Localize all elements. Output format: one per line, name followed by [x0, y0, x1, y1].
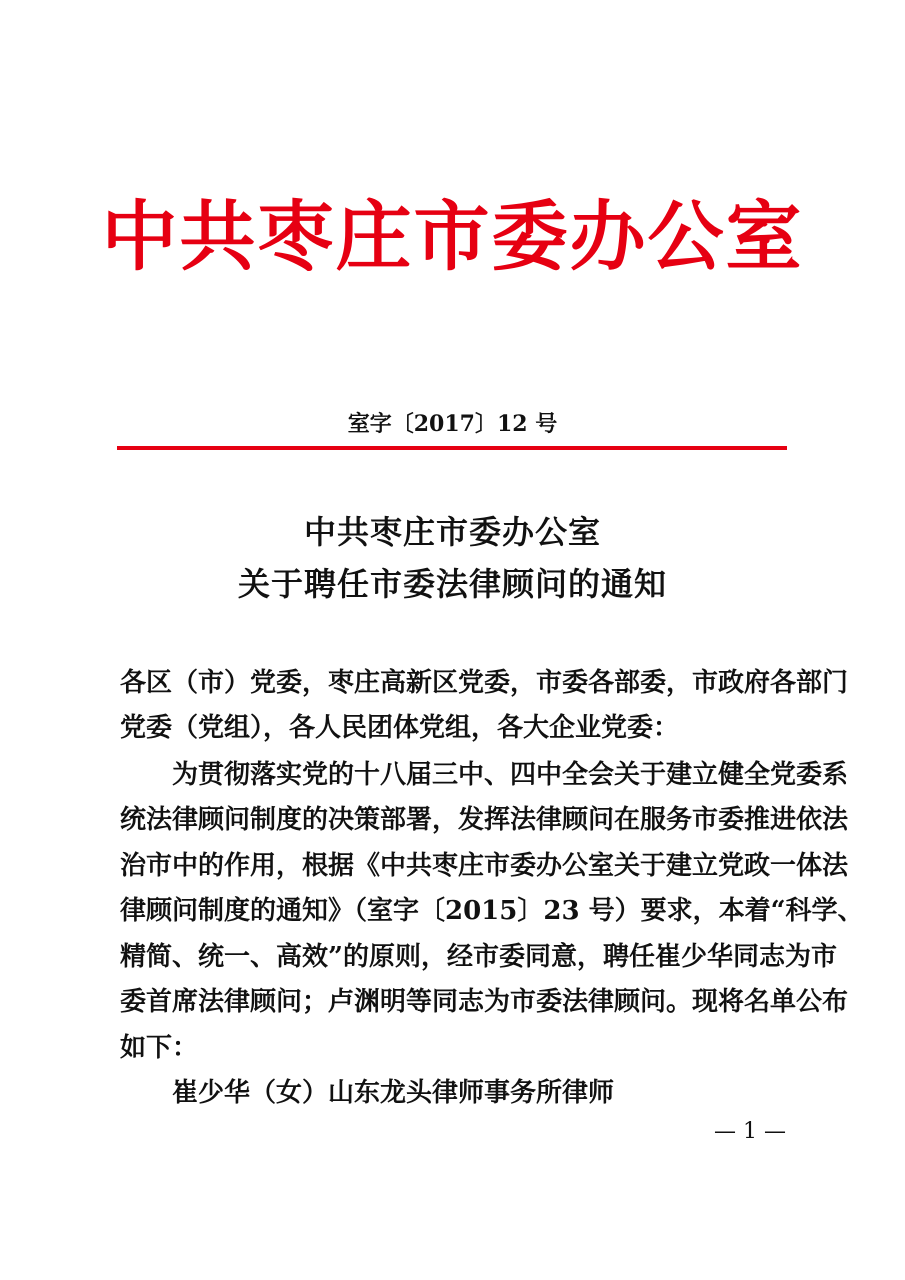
- document-number: 室字〔2017〕12 号: [347, 411, 558, 437]
- body-paragraph-line: 委首席法律顾问；卢渊明等同志为市委法律顾问。现将名单公布: [120, 987, 849, 1017]
- body-paragraph-line: 为贯彻落实党的十八届三中、四中全会关于建立健全党委系: [172, 760, 849, 790]
- addressee-line-1: 各区（市）党委，枣庄高新区党委，市委各部委，市政府各部门: [120, 668, 849, 698]
- body-paragraph-line: 如下：: [120, 1033, 199, 1063]
- body-paragraph-line: 律顾问制度的通知》（室字〔2015〕23 号）要求，本着“科学、: [120, 896, 864, 926]
- issuer-header: 中共枣庄市委办公室: [101, 192, 804, 281]
- addressee-line-2: 党委（党组），各人民团体党组，各大企业党委：: [120, 713, 680, 743]
- page-number: — 1 —: [714, 1119, 786, 1144]
- body-paragraph-line: 统法律顾问制度的决策部署，发挥法律顾问在服务市委推进依法: [120, 805, 849, 835]
- body-paragraph-line: 精简、统一、高效”的原则，经市委同意，聘任崔少华同志为市: [120, 942, 837, 972]
- document-title-line-2: 关于聘任市委法律顾问的通知: [237, 565, 667, 603]
- red-separator-rule: [117, 446, 787, 450]
- document-title-line-1: 中共枣庄市委办公室: [303, 513, 601, 551]
- body-paragraph-line: 治市中的作用，根据《中共枣庄市委办公室关于建立党政一体法: [120, 851, 849, 881]
- advisor-list-item: 崔少华（女）山东龙头律师事务所律师: [172, 1078, 615, 1108]
